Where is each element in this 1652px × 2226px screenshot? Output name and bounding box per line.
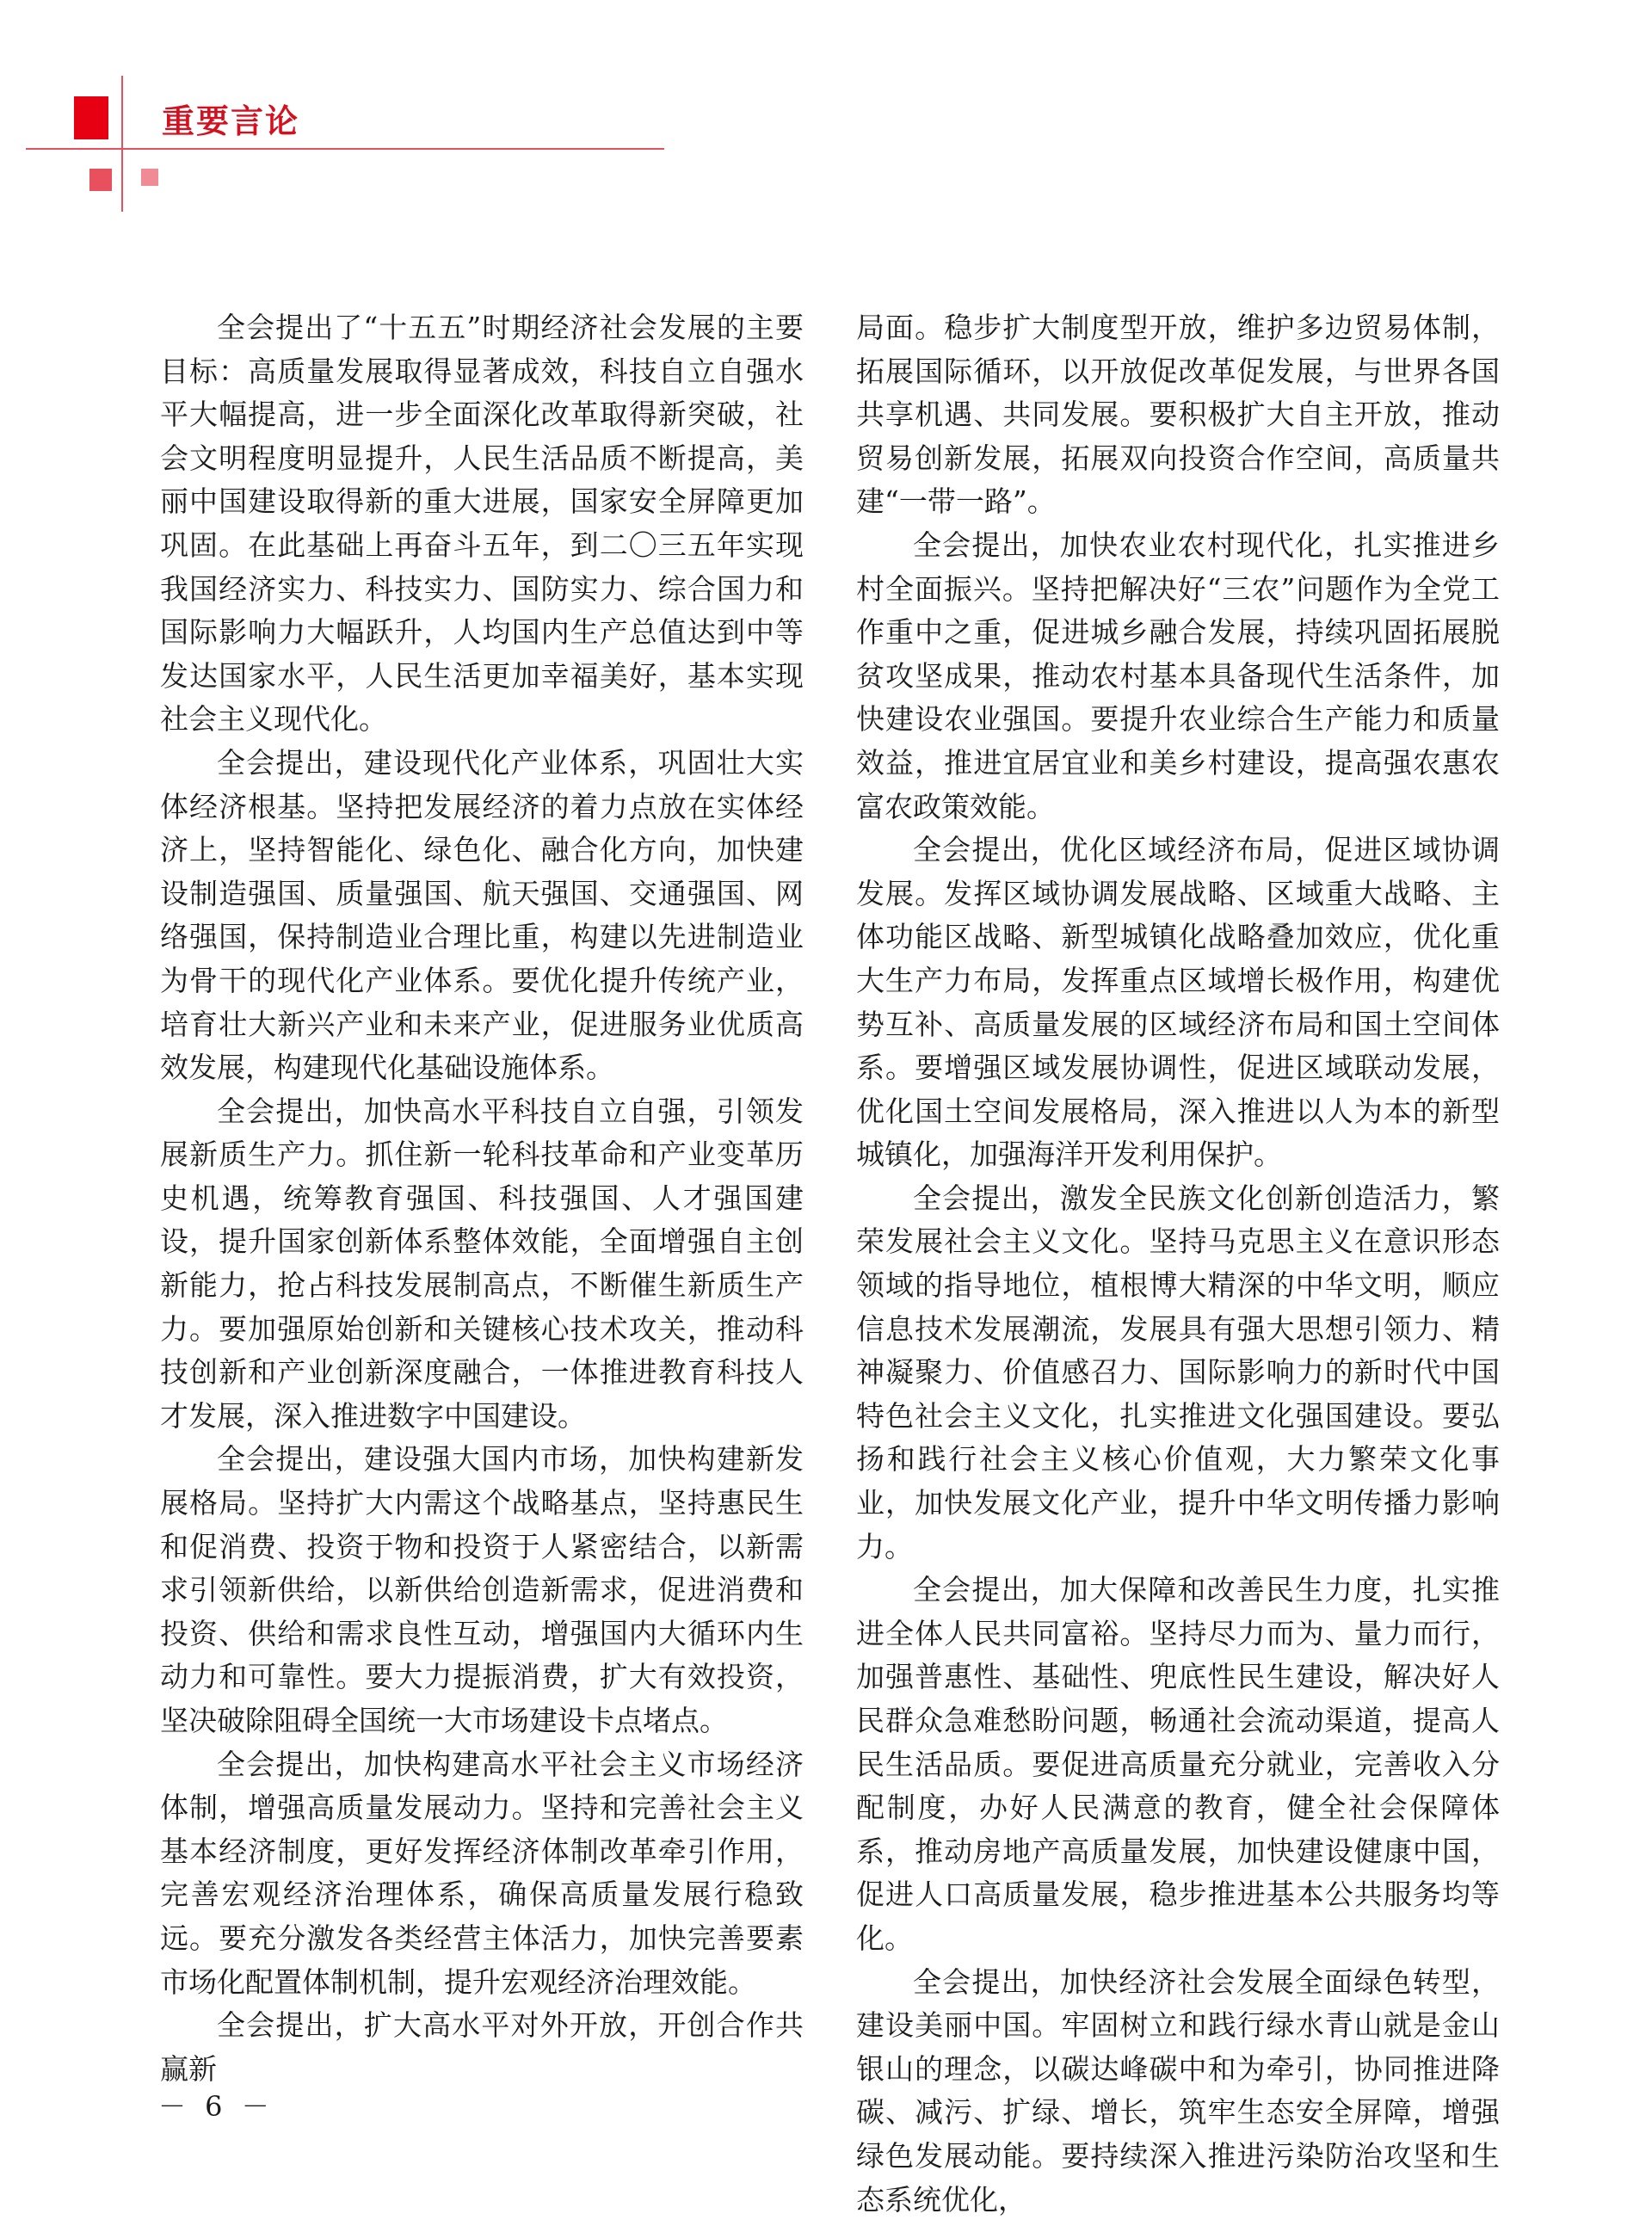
header-vertical-line [121, 76, 123, 212]
header-small-square [89, 169, 112, 191]
paragraph: 全会提出了“十五五”时期经济社会发展的主要目标：高质量发展取得显著成效，科技自立自强水平大幅提高，进一步全面深化改革取得新突破，社会文明程度明显提升，人民生活品质不断提高，美丽中国建设取得新的重大进展，国家安全屏障更加巩固。在此基础上再奋斗五年，到二〇三五年实现我国经济实力、科技实力、国防实力、综合国力和国际影响力大幅跃升，人均国内生产总值达到中等发达国家水平，人民生活更加幸福美好，基本实现社会主义现代化。 [160, 311, 804, 737]
paragraph: 全会提出，激发全民族文化创新创造活力，繁荣发展社会主义文化。坚持马克思主义在意识形态领域的指导地位，植根博大精深的中华文明，顺应信息技术发展潮流，发展具有强大思想引领力、精神凝聚力、价值感召力、国际影响力的新时代中国特色社会主义文化，扎实推进文化强国建设。要弘扬和践行社会主义核心价值观，大力繁荣文化事业，加快发展文化产业，提升中华文明传播力影响力。 [856, 1181, 1500, 1563]
paragraph: 全会提出，加大保障和改善民生力度，扎实推进全体人民共同富裕。坚持尽力而为、量力而行，加强普惠性、基础性、兜底性民生建设，解决好人民群众急难愁盼问题，畅通社会流动渠道，提高人民生活品质。要促进高质量充分就业，完善收入分配制度，办好人民满意的教育，健全社会保障体系，推动房地产高质量发展，加快建设健康中国，促进人口高质量发展，稳步推进基本公共服务均等化。 [856, 1573, 1500, 1955]
left-column [160, 306, 804, 2091]
header-small-square-light [141, 169, 158, 186]
header-red-square [74, 96, 108, 139]
header-horizontal-line [26, 148, 664, 150]
page-number: － 6 － [158, 2090, 274, 2123]
paragraph: 全会提出，加快农业农村现代化，扎实推进乡村全面振兴。坚持把解决好“三农”问题作为全党工作重中之重，促进城乡融合发展，持续巩固拓展脱贫攻坚成果，推动农村基本具备现代生活条件，加快建设农业强国。要提升农业综合生产能力和质量效益，推进宜居宜业和美乡村建设，提高强农惠农富农政策效能。 [856, 527, 1500, 823]
paragraph: 全会提出，优化区域经济布局，促进区域协调发展。发挥区域协调发展战略、区域重大战略、主体功能区战略、新型城镇化战略叠加效应，优化重大生产力布局，发挥重点区域增长极作用，构建优势互补、高质量发展的区域经济布局和国土空间体系。要增强区域发展协调性，促进区域联动发展，优化国土空间发展格局，深入推进以人为本的新型城镇化，加强海洋开发利用保护。 [856, 833, 1500, 1172]
right-column [856, 306, 1500, 2222]
section-title: 重要言论 [162, 102, 300, 140]
paragraph: 全会提出，加快经济社会发展全面绿色转型，建设美丽中国。牢固树立和践行绿水青山就是金山银山的理念，以碳达峰碳中和为牵引，协同推进降碳、减污、扩绿、增长，筑牢生态安全屏障，增强绿色发展动能。要持续深入推进污染防治攻坚和生态系统优化， [856, 1964, 1500, 2217]
paragraph: 全会提出，扩大高水平对外开放，开创合作共赢新 [160, 2008, 804, 2086]
paragraph: 全会提出，建设强大国内市场，加快构建新发展格局。坚持扩大内需这个战略基点，坚持惠民生和促消费、投资于物和投资于人紧密结合，以新需求引领新供给，以新供给创造新需求，促进消费和投资、供给和需求良性互动，增强国内大循环内生动力和可靠性。要大力提振消费，扩大有效投资，坚决破除阻碍全国统一大市场建设卡点堵点。 [160, 1442, 804, 1737]
paragraph: 全会提出，加快构建高水平社会主义市场经济体制，增强高质量发展动力。坚持和完善社会主义基本经济制度，更好发挥经济体制改革牵引作用，完善宏观经济治理体系，确保高质量发展行稳致远。要充分激发各类经营主体活力，加快完善要素市场化配置体制机制，提升宏观经济治理效能。 [160, 1747, 804, 1999]
paragraph: 全会提出，建设现代化产业体系，巩固壮大实体经济根基。坚持把发展经济的着力点放在实体经济上，坚持智能化、绿色化、融合化方向，加快建设制造强国、质量强国、航天强国、交通强国、网络强国，保持制造业合理比重，构建以先进制造业为骨干的现代化产业体系。要优化提升传统产业，培育壮大新兴产业和未来产业，促进服务业优质高效发展，构建现代化基础设施体系。 [160, 745, 804, 1085]
paragraph: 全会提出，加快高水平科技自立自强，引领发展新质生产力。抓住新一轮科技革命和产业变革历史机遇，统筹教育强国、科技强国、人才强国建设，提升国家创新体系整体效能，全面增强自主创新能力，抢占科技发展制高点，不断催生新质生产力。要加强原始创新和关键核心技术攻关，推动科技创新和产业创新深度融合，一体推进教育科技人才发展，深入推进数字中国建设。 [160, 1094, 804, 1433]
paragraph-continued: 局面。稳步扩大制度型开放，维护多边贸易体制，拓展国际循环，以开放促改革促发展，与世界各国共享机遇、共同发展。要积极扩大自主开放，推动贸易创新发展，拓展双向投资合作空间，高质量共建“一带一路”。 [856, 311, 1500, 519]
